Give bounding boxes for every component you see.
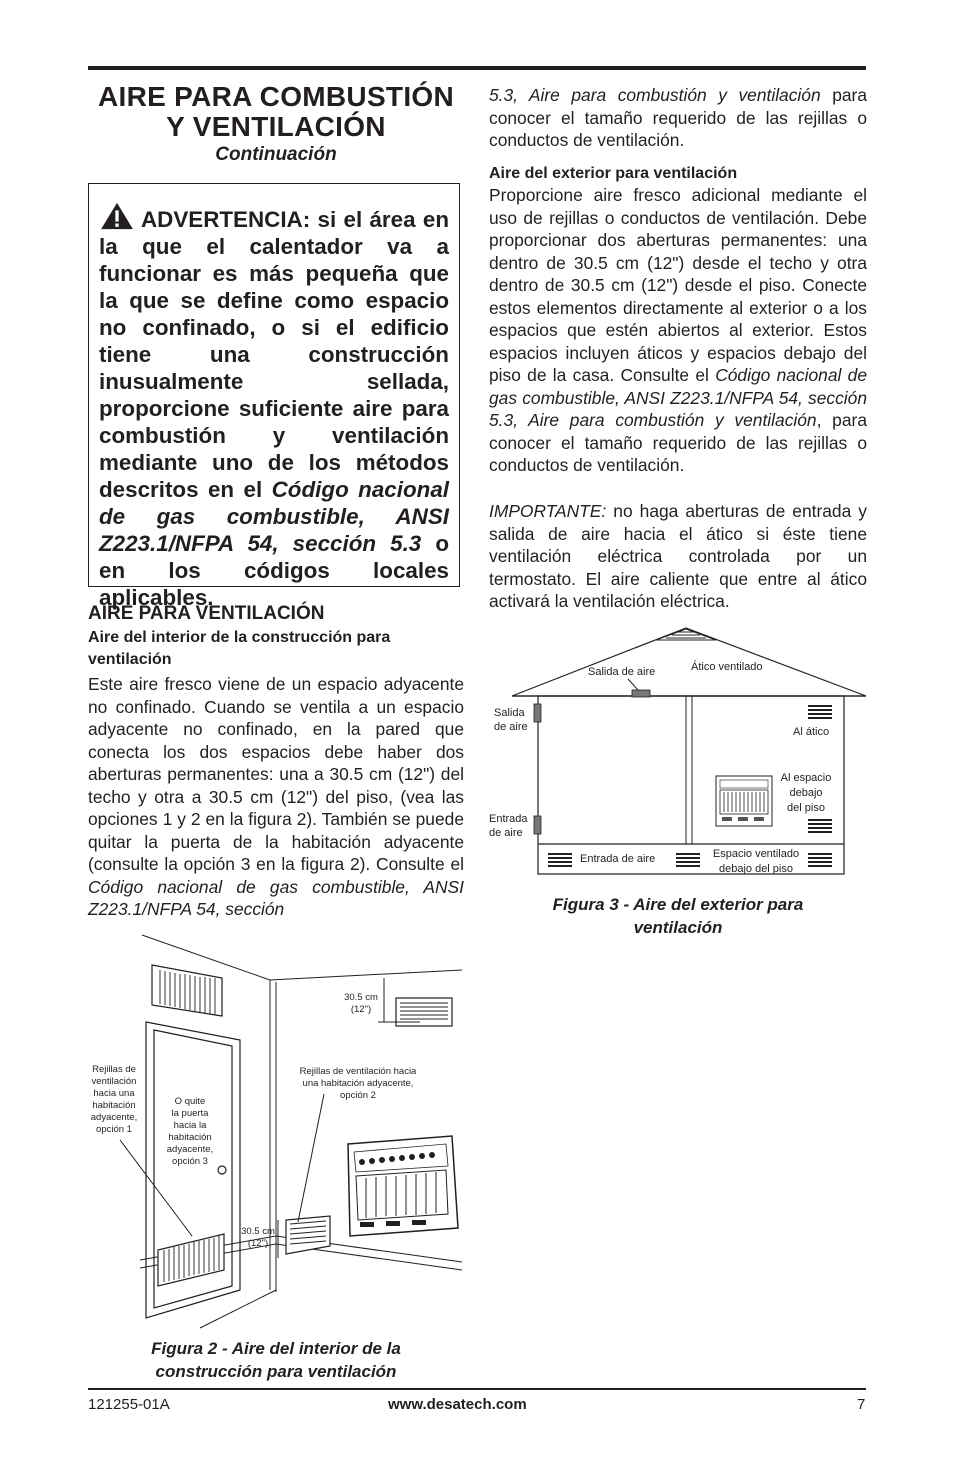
fig2-opt1-6: opción 1 <box>96 1124 132 1135</box>
fig3-salida-left-1: Salida <box>494 707 525 719</box>
fig2-opt1-2: ventilación <box>91 1076 137 1087</box>
footer-rule <box>88 1388 866 1390</box>
warning-triangle-icon <box>99 202 135 230</box>
fig2-dim-top-1: 30.5 cm <box>344 992 378 1003</box>
page-title <box>88 82 464 142</box>
important-text: no haga aberturas de entrada y salida de aire hacia el ático si éste tiene ventilación eléctrica controlada por un termostato. El aire caliente que entre al ático activará la ventilación eléctrica. <box>489 501 867 611</box>
page-number: 7 <box>857 1396 866 1413</box>
grille-to-crawlspace-icon <box>808 819 832 833</box>
left-outlet-vent <box>534 704 541 722</box>
fig3-al-atico: Al ático <box>793 726 830 738</box>
figure3-caption <box>489 893 867 939</box>
fig3-entrada-bottom: Entrada de aire <box>580 853 656 865</box>
fig3-salida-top: Salida de aire <box>588 666 656 678</box>
fig3-espacio-1: Espacio ventilado <box>712 848 800 860</box>
section-heading: AIRE PARA VENTILACIÓN <box>88 603 325 624</box>
warning-text-end: o en los códigos locales aplicables. <box>99 531 449 610</box>
upper-left-grille-icon <box>152 965 222 1016</box>
fig2-opt3-3: hacia la <box>173 1120 207 1131</box>
left-paragraph-italic: Código nacional de gas combustible, ANSI Z223.1/NFPA 54, sección <box>88 876 464 919</box>
part-number: 121255-01A <box>88 1396 170 1413</box>
right-paragraph-text: Proporcione aire fresco adicional mediante el uso de rejillas o conductos de ventilación. Debe proporcionar dos aberturas permanentes: una dentro de 30.5 cm (12") desde el techo y otra dentro de 30.5 cm (12") desde el piso. Conecte estos elementos directamente al exterior o a los espacios que estén abiertos al exterior. Estos espacios incluyen áticos y espacios debajo del piso de la casa. Consulte el <box>489 185 867 385</box>
left-paragraph-text: Este aire fresco viene de un espacio adyacente no confinado. Cuando se ventila a un espacio adyacente no confinado, en la pared que conecta los dos espacios debe haber dos aberturas permanentes: una a 30.5 cm (12") del techo y otra a 30.5 cm (12") del piso, (vea las opciones 1 y 2 en la figura 2). También se puede quitar la puerta de la habitación adyacente (consulte la opción 3 en la figura 2). Consulte el <box>88 674 464 874</box>
lower-right-grille-icon <box>286 1216 330 1254</box>
left-subheading: Aire del interior de la construcción para ventilación <box>88 629 391 668</box>
top-rule <box>88 66 866 70</box>
fig2-opt3-6: opción 3 <box>172 1156 208 1167</box>
grille-to-attic-icon <box>808 705 832 719</box>
leader-lines <box>120 1094 324 1236</box>
fig2-opt1-4: habitación <box>92 1100 136 1111</box>
left-inlet-vent <box>534 816 541 834</box>
figure3-caption-line2: ventilación <box>633 918 723 937</box>
figure2-diagram <box>80 930 470 1330</box>
figure2-caption-line2: construcción para ventilación <box>155 1362 397 1381</box>
right-cont-paragraph <box>489 84 867 152</box>
warning-text-bold: ADVERTENCIA: si el área en la que el calentador va a funcionar es más pequeña que la que se define como espacio no confinado, o si el edificio tiene una construcción inusualmente sellada, proporcione suficiente aire para combustión y ventilación mediante uno de los métodos descritos en el <box>99 207 449 502</box>
right-paragraph-end: , para conocer el tamaño requerido de las rejillas o conductos de ventilación. <box>489 410 867 475</box>
important-label: IMPORTANTE: <box>489 501 607 521</box>
fig3-salida-left-2: de aire <box>494 721 528 733</box>
page-title-line2: Y VENTILACIÓN <box>166 111 386 142</box>
fig3-al-espacio-3: del piso <box>787 802 825 814</box>
fig2-opt3-1: O quite <box>174 1096 206 1107</box>
page-title-line1: AIRE PARA COMBUSTIÓN <box>98 81 454 112</box>
fig2-opt2-1: Rejillas de ventilación hacia <box>299 1066 417 1077</box>
fig2-opt2-2: una habitación adyacente, <box>302 1078 414 1089</box>
important-paragraph <box>489 500 867 613</box>
fig2-opt1-1: Rejillas de <box>92 1064 136 1075</box>
figure3-caption-line1: Figura 3 - Aire del exterior para <box>552 895 804 914</box>
fig2-dim-top-2: (12") <box>350 1004 372 1015</box>
warning-box <box>88 183 460 610</box>
fig3-entrada-left-1: Entrada <box>489 813 528 825</box>
fig3-atico-ventilado: Ático ventilado <box>691 661 763 673</box>
fig3-espacio-2: debajo del piso <box>718 863 794 875</box>
wall-heater-icon <box>348 1136 458 1236</box>
ridge-vent-icon <box>656 629 716 640</box>
fig2-opt2-3: opción 2 <box>340 1090 376 1101</box>
right-cont-text: para conocer el tamaño requerido de las rejillas o conductos de ventilación. <box>489 85 867 150</box>
attic-outlet-vent <box>632 690 650 697</box>
fig2-dim-bot-2: (12") <box>247 1238 269 1249</box>
fig3-entrada-left-2: de aire <box>489 827 523 839</box>
heater-icon <box>716 776 772 826</box>
website[interactable]: www.desatech.com <box>388 1396 527 1413</box>
figure2-caption <box>88 1337 464 1383</box>
door-grille-icon <box>158 1234 224 1286</box>
figure3-diagram <box>486 624 870 880</box>
crawlspace-grille-2-icon <box>676 853 700 867</box>
right-cont-italic: 5.3, Aire para combustión y ventilación <box>489 85 821 105</box>
page-subtitle: Continuación <box>215 144 337 165</box>
crawlspace-grille-1-icon <box>548 853 572 867</box>
fig2-opt1-5: adyacente, <box>90 1112 138 1123</box>
fig3-al-espacio-2: debajo <box>789 787 823 799</box>
fig2-opt3-5: adyacente, <box>166 1144 214 1155</box>
fig2-dim-bot-1: 30.5 cm <box>241 1226 275 1237</box>
crawlspace-grille-3-icon <box>808 853 832 867</box>
fig2-opt1-3: hacia una <box>93 1088 135 1099</box>
fig3-al-espacio-1: Al espacio <box>780 772 832 784</box>
right-paragraph-italic: Código nacional de gas combustible, ANSI Z223.1/NFPA 54, sección 5.3, Aire para combustión y ventilación <box>489 365 867 430</box>
left-paragraph <box>88 673 464 921</box>
warning-text-italic: Código nacional de gas combustible, ANSI Z223.1/NFPA 54, sección 5.3 <box>99 477 449 556</box>
figure2-caption-line1: Figura 2 - Aire del interior de la <box>151 1339 401 1358</box>
warning-text <box>99 202 449 611</box>
right-paragraph <box>489 184 867 477</box>
fig2-opt3-4: habitación <box>168 1132 212 1143</box>
right-subheading: Aire del exterior para ventilación <box>489 165 738 182</box>
fig2-opt3-2: la puerta <box>171 1108 209 1119</box>
